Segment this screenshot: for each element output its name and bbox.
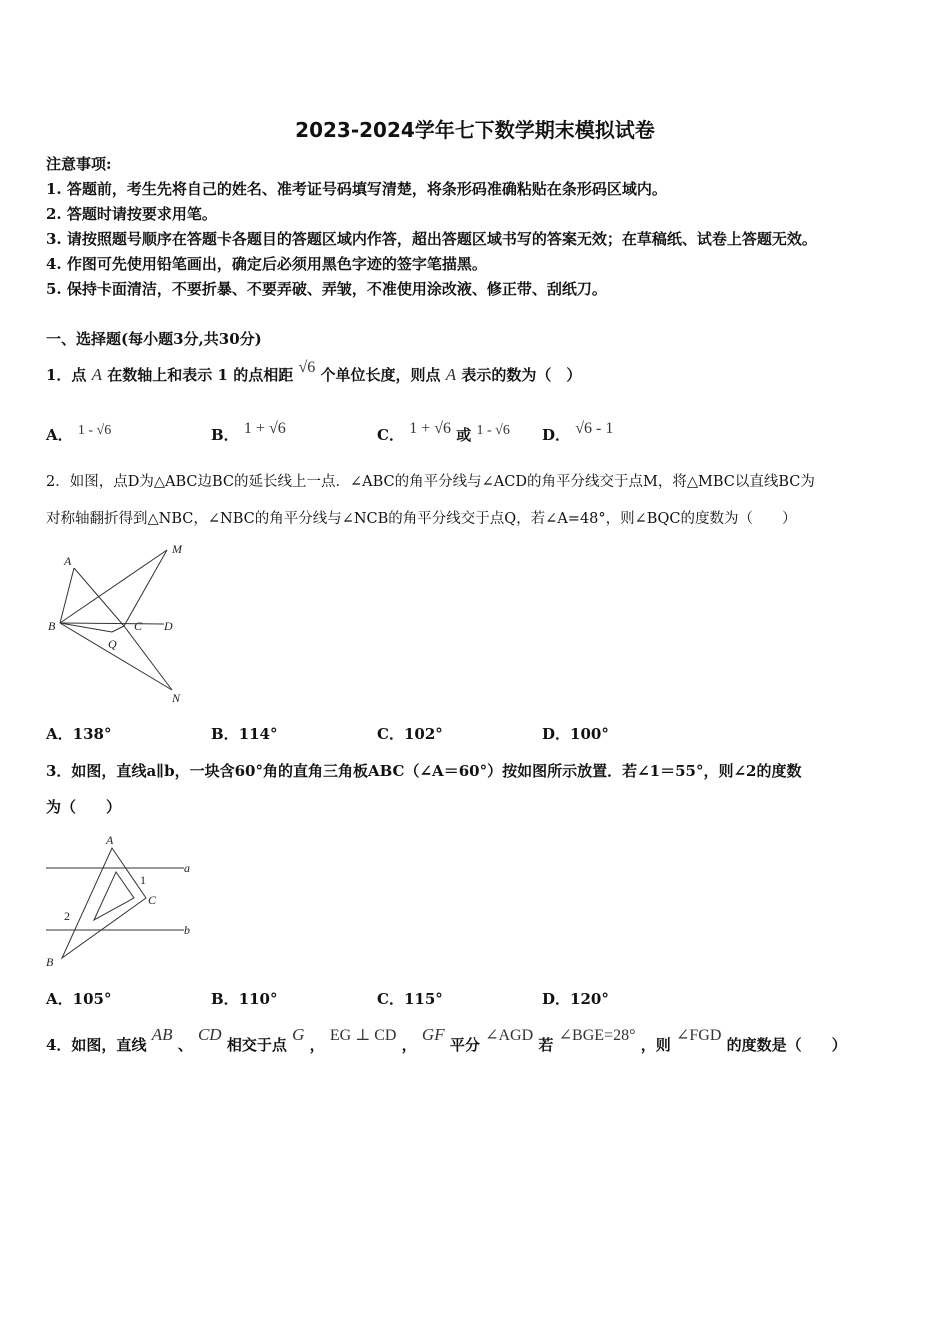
q2-line-bd xyxy=(60,623,164,624)
q1-text-1: 1．点 xyxy=(46,366,87,384)
q2-option-b[interactable] xyxy=(211,723,278,744)
question-3-line-1: 3．如图，直线a∥b，一块含60°角的直角三角板ABC（∠A＝60°）按如图所示放置．若∠1＝55°，则∠2的度数 xyxy=(46,762,802,780)
question-4 xyxy=(46,1025,847,1055)
q3-label-2: 2 xyxy=(64,909,70,923)
q1-option-a-value: 1 - √6 xyxy=(77,423,112,438)
q4-text-8: ，则 xyxy=(640,1036,671,1054)
q2-option-b-label: B． xyxy=(211,725,239,743)
q2-option-c-label: C． xyxy=(377,725,404,743)
q1-text-4: 个单位长度，则点 xyxy=(320,366,441,384)
q4-bge: ∠BGE=28° xyxy=(558,1027,636,1044)
q1-text-2: 在数轴上和表示 xyxy=(107,366,213,384)
q2-option-d[interactable] xyxy=(542,723,609,744)
q2-option-b-value: 114° xyxy=(238,725,278,743)
notes-heading: 注意事项: xyxy=(46,155,112,173)
q4-text-1: 4．如图，直线 xyxy=(46,1036,147,1054)
q1-option-c-or: 或 xyxy=(456,426,472,444)
q1-text-3: 的点相距 xyxy=(233,366,294,384)
q4-g: G xyxy=(292,1025,305,1044)
q2-line-bm xyxy=(60,550,167,623)
q1-option-d[interactable] xyxy=(542,420,614,445)
section-heading: 一、选择题(每小题3分,共30分) xyxy=(46,330,262,348)
q1-sqrt6: √6 xyxy=(298,359,316,376)
q1-option-c-label: C． xyxy=(377,426,404,444)
q2-label-c: C xyxy=(134,619,143,633)
q4-gf: GF xyxy=(421,1025,445,1044)
q2-line-mc xyxy=(124,550,167,626)
q3-triangle-outer xyxy=(62,848,146,958)
q3-label-c: C xyxy=(148,893,157,907)
q1-text-5: 表示的数为（ ） xyxy=(461,366,582,384)
question-1 xyxy=(46,359,582,385)
q3-option-d-value: 120° xyxy=(570,990,609,1008)
q3-option-a-label: A． xyxy=(46,990,73,1008)
q2-option-c-value: 102° xyxy=(403,725,443,743)
q2-label-b: B xyxy=(48,619,56,633)
q3-triangle-inner xyxy=(94,872,134,920)
note-item-4: 4. 作图可先使用铅笔画出，确定后必须用黑色字迹的签字笔描黑。 xyxy=(46,255,487,273)
q1-option-d-value: √6 - 1 xyxy=(575,420,614,437)
q2-option-d-value: 100° xyxy=(570,725,609,743)
q2-figure xyxy=(44,540,204,710)
q3-option-b-value: 110° xyxy=(238,990,278,1008)
q3-label-line-a: a xyxy=(184,861,190,875)
q4-perp: EG ⊥ CD xyxy=(329,1027,397,1044)
q4-text-5: ， xyxy=(401,1036,417,1054)
question-3-line-2: 为（ ） xyxy=(46,798,122,816)
q4-cd: CD xyxy=(197,1025,222,1044)
q1-option-d-label: D． xyxy=(542,426,571,444)
note-item-5: 5. 保持卡面清洁，不要折暴、不要弄破、弄皱，不准使用涂改液、修正带、刮纸刀。 xyxy=(46,280,607,298)
q3-option-a[interactable] xyxy=(46,988,111,1009)
q3-option-a-value: 105° xyxy=(72,990,112,1008)
q2-option-a[interactable] xyxy=(46,723,111,744)
q3-label-b: B xyxy=(46,955,54,969)
q2-option-a-label: A． xyxy=(46,725,73,743)
q4-text-9: 的度数是（ ） xyxy=(726,1036,847,1054)
q1-option-b[interactable] xyxy=(211,420,286,445)
question-2-line-2: 对称轴翻折得到△NBC，∠NBC的角平分线与∠NCB的角平分线交于点Q，若∠A=48°，则∠BQC的度数为（ ） xyxy=(46,511,797,527)
q2-line-qc xyxy=(112,626,124,632)
q4-text-2: 、 xyxy=(177,1036,193,1054)
question-2-line-1: 2．如图，点D为△ABC边BC的延长线上一点．∠ABC的角平分线与∠ACD的角平分线交于点M，将△MBC以直线BC为 xyxy=(46,474,815,490)
q1-option-c-value: 1 + √6 xyxy=(409,420,451,437)
q4-text-6: 平分 xyxy=(449,1036,480,1054)
q2-label-q: Q xyxy=(108,637,117,651)
q1-option-c-value-2: 1 - √6 xyxy=(476,423,510,438)
q1-option-c[interactable] xyxy=(377,420,510,445)
q2-label-m: M xyxy=(172,542,182,556)
note-item-3: 3. 请按照题号顺序在答题卡各题目的答题区域内作答，超出答题区域书写的答案无效；在草稿纸、试卷上答题无效。 xyxy=(46,230,817,248)
q3-option-d-label: D． xyxy=(542,990,571,1008)
q3-option-c-value: 115° xyxy=(403,990,443,1008)
q4-text-7: 若 xyxy=(538,1036,554,1054)
q2-line-bn xyxy=(60,623,172,690)
q4-fgd: ∠FGD xyxy=(675,1027,722,1044)
q2-line-cn xyxy=(124,626,172,690)
note-item-1: 1. 答题前，考生先将自己的姓名、准考证号码填写清楚，将条形码准确粘贴在条形码区域内。 xyxy=(46,180,667,198)
q3-option-b-label: B． xyxy=(211,990,239,1008)
note-item-2: 2. 答题时请按要求用笔。 xyxy=(46,205,217,223)
q4-text-4: ， xyxy=(309,1036,325,1054)
q3-option-b[interactable] xyxy=(211,988,278,1009)
q1-point-a-2: A xyxy=(445,365,457,384)
q2-line-ac xyxy=(74,568,124,626)
q2-label-a: A xyxy=(64,554,72,568)
q3-option-d[interactable] xyxy=(542,988,609,1009)
q3-option-c-label: C． xyxy=(377,990,404,1008)
q2-option-d-label: D． xyxy=(542,725,571,743)
q2-option-a-value: 138° xyxy=(72,725,112,743)
q1-point-a: A xyxy=(91,365,103,384)
q3-label-1: 1 xyxy=(140,873,146,887)
q4-ab: AB xyxy=(151,1025,173,1044)
q4-agd: ∠AGD xyxy=(485,1027,534,1044)
q1-option-b-label: B． xyxy=(211,426,239,444)
q3-label-a: A xyxy=(106,833,114,847)
q1-option-a-label: A． xyxy=(46,426,73,444)
q2-option-c[interactable] xyxy=(377,723,443,744)
q1-one: 1 xyxy=(217,366,228,384)
q2-label-n: N xyxy=(172,691,181,705)
q4-text-3: 相交于点 xyxy=(226,1036,287,1054)
q3-figure xyxy=(44,828,214,973)
q3-option-c[interactable] xyxy=(377,988,443,1009)
page-title: 2023-2024学年七下数学期末模拟试卷 xyxy=(295,118,655,142)
q1-option-a[interactable] xyxy=(46,424,111,445)
q2-label-d: D xyxy=(164,619,173,633)
q1-option-b-value: 1 + √6 xyxy=(243,420,286,437)
q3-label-line-b: b xyxy=(184,923,190,937)
